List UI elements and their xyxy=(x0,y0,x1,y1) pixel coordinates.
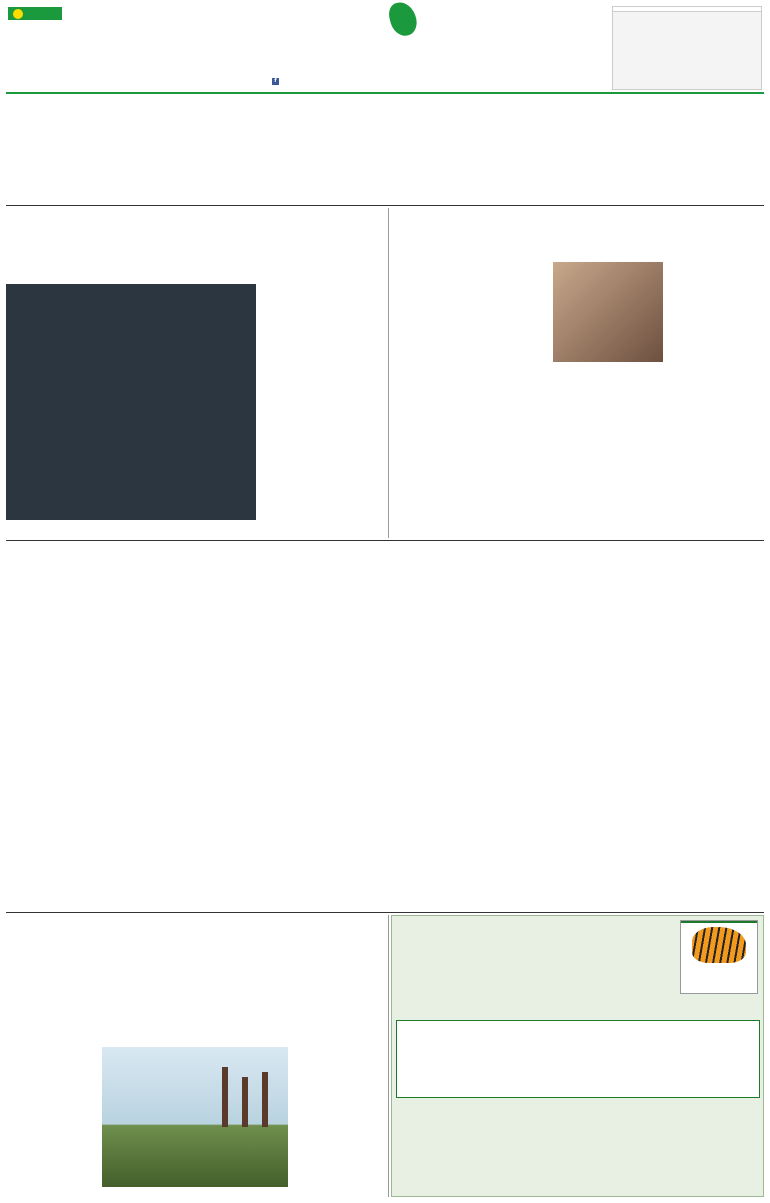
pm-story xyxy=(391,208,764,538)
price-badge xyxy=(8,7,62,20)
bottom-body-col3 xyxy=(198,981,288,1043)
bangladesh-map-icon xyxy=(387,0,420,38)
section-rule xyxy=(6,205,764,206)
offices-table xyxy=(396,1020,760,1098)
advert-logo xyxy=(680,920,758,994)
section-rule xyxy=(6,540,764,541)
bottom-body-col1 xyxy=(6,981,96,1191)
top-stories-row xyxy=(6,96,764,203)
bottom-story xyxy=(6,915,386,1197)
chimney-icon xyxy=(242,1077,248,1127)
bottom-body-col4 xyxy=(294,981,386,1191)
bottom-body-col2 xyxy=(102,981,192,1043)
courier-advert[interactable] xyxy=(391,915,764,1197)
facebook-link[interactable] xyxy=(272,78,281,85)
lead-story xyxy=(6,208,386,538)
pm-body-col2 xyxy=(489,262,549,532)
chimney-icon xyxy=(222,1067,228,1127)
mid-section xyxy=(6,543,764,910)
chimney-icon xyxy=(262,1072,268,1127)
column-rule xyxy=(388,208,389,538)
masthead xyxy=(0,0,770,92)
brick-kiln-photo xyxy=(102,1047,288,1187)
badge xyxy=(681,921,757,923)
price-value xyxy=(13,9,23,19)
suspect-photo-grid xyxy=(6,284,256,520)
tiger-icon xyxy=(692,927,746,963)
date-box xyxy=(8,4,88,84)
index-list xyxy=(613,12,761,82)
pm-body-col3 xyxy=(667,262,764,532)
section-rule xyxy=(6,912,764,913)
column-rule xyxy=(388,915,389,1197)
lead-body xyxy=(262,284,386,524)
masthead-rule xyxy=(6,92,764,94)
index-box xyxy=(612,6,762,90)
newspaper-title xyxy=(125,8,505,74)
pm-body-col1 xyxy=(391,262,485,532)
pm-photo-caption xyxy=(553,362,663,370)
pm-photo xyxy=(553,262,663,362)
facebook-icon: f xyxy=(272,78,279,85)
